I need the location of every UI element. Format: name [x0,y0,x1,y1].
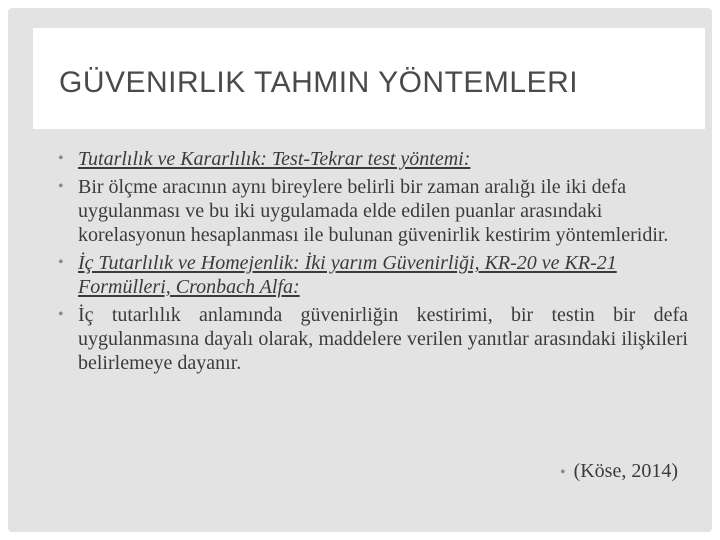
bullet-text: Tutarlılık ve Kararlılık: Test-Tekrar test yöntemi: [78,148,471,170]
citation [560,459,678,485]
bullet-icon: • [58,306,64,323]
citation-text: (Köse, 2014) [573,460,678,482]
bullet-item-test-retest-description [58,175,688,247]
bullet-icon: • [559,464,566,481]
bullet-item-test-retest-heading [58,147,688,171]
bullet-item-internal-consistency-description [58,303,688,375]
bullet-icon: • [58,254,64,271]
slide [8,8,712,532]
bullet-icon: • [58,178,64,195]
title-box [33,28,705,129]
bullet-item-internal-consistency-heading [58,251,688,299]
bullet-text: İç tutarlılık anlamında güvenirliğin kestirimi, bir testin bir defa uygulanmasına dayalı olarak, maddelere verilen yanıtlar arasındaki ilişkileri belirlemeye dayanır. [78,304,688,374]
bullet-text: Bir ölçme aracının aynı bireylere belirli bir zaman aralığı ile iki defa uygulanması ve bu iki uygulamada elde edilen puanlar arasındaki korelasyonun hesaplanması ile bulunan güvenirlik kestirim yöntemleridir. [78,176,669,246]
slide-title: GÜVENIRLIK TAHMIN YÖNTEMLERI [59,66,579,99]
bullet-list [58,147,688,379]
bullet-text: İç Tutarlılık ve Homejenlik: İki yarım Güvenirliği, KR-20 ve KR-21 Formülleri, Cronbach Alfa: [78,252,617,298]
bullet-icon: • [58,150,64,167]
